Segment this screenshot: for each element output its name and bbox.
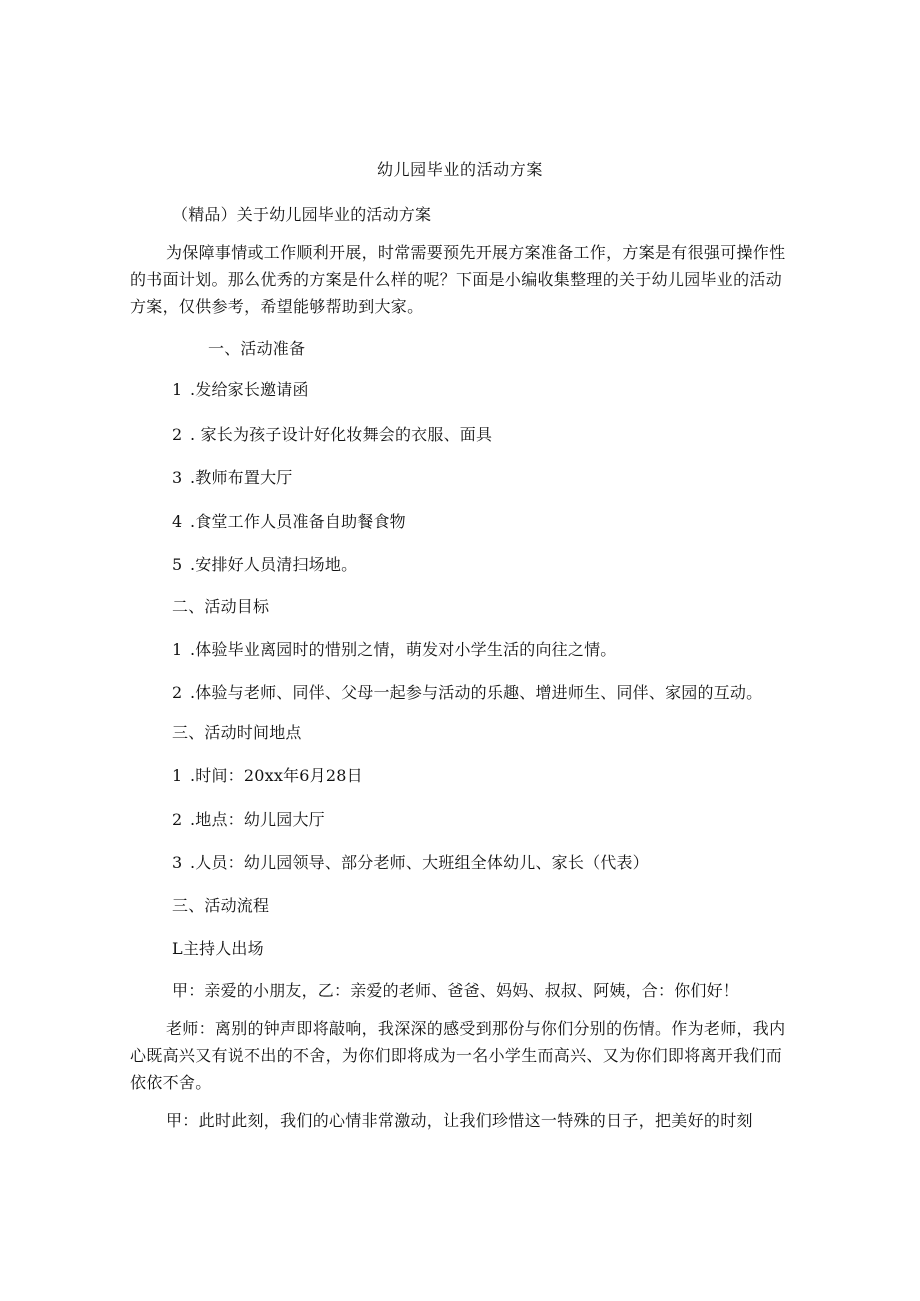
list-item: [172, 683, 762, 703]
list-item-text: .时间：20xx年6月28日: [190, 766, 363, 785]
list-item: [172, 468, 293, 488]
list-item-number: 2: [172, 683, 183, 702]
list-item: [172, 555, 357, 575]
list-item-number: 1: [172, 380, 183, 399]
list-item-number: 1: [172, 640, 183, 659]
list-item: [172, 380, 309, 400]
list-item: [172, 810, 325, 830]
list-item: [172, 512, 406, 532]
section-heading-preparation: 一、活动准备: [208, 339, 306, 358]
list-item-number: 2: [172, 425, 183, 444]
list-item-number: 1: [172, 766, 183, 785]
section-heading-time-place: 三、活动时间地点: [172, 723, 302, 742]
dialogue-paragraph-jia: 甲：此时此刻，我们的心情非常激动，让我们珍惜这一特殊的日子，把美好的时刻: [166, 1111, 753, 1130]
dialogue-paragraph-teacher: 老师：离别的钟声即将敲响，我深深的感受到那份与你们分别的伤情。作为老师，我内心既高兴又有说不出的不舍，为你们即将成为一名小学生而高兴、又为你们即将离开我们而依依不舍。: [130, 1019, 786, 1092]
document-subtitle: （精品）关于幼儿园毕业的活动方案: [172, 205, 432, 224]
list-item-text: .地点：幼儿园大厅: [190, 810, 325, 829]
document-title: 幼儿园毕业的活动方案: [376, 160, 543, 179]
list-item-number: 3: [172, 853, 183, 872]
list-item: [172, 853, 649, 873]
host-entrance-line: L主持人出场: [172, 939, 264, 958]
list-item: [172, 425, 492, 445]
list-item-text: .教师布置大厅: [190, 468, 293, 487]
list-item-text: .体验毕业离园时的惜别之情，萌发对小学生活的向往之情。: [190, 640, 617, 659]
list-item-number: 3: [172, 468, 183, 487]
dialogue-line-jia-greeting: 甲：亲爱的小朋友，乙：亲爱的老师、爸爸、妈妈、叔叔、阿姨，合：你们好！: [172, 981, 740, 1000]
list-item-text: .安排好人员清扫场地。: [190, 555, 358, 574]
list-item-text: .食堂工作人员准备自助餐食物: [190, 512, 406, 531]
list-item: [172, 766, 363, 786]
list-item-number: 5: [172, 555, 183, 574]
list-item-text: .人员：幼儿园领导、部分老师、大班组全体幼儿、家长（代表）: [190, 853, 649, 872]
section-heading-goals: 二、活动目标: [172, 597, 270, 616]
list-item-text: .体验与老师、同伴、父母一起参与活动的乐趣、增进师生、同伴、家园的互动。: [190, 683, 763, 702]
list-item-number: 2: [172, 810, 183, 829]
list-item-number: 4: [172, 512, 183, 531]
section-heading-process: 三、活动流程: [172, 896, 270, 915]
list-item-text: .发给家长邀请函: [190, 380, 309, 399]
intro-paragraph: 为保障事情或工作顺利开展，时常需要预先开展方案准备工作，方案是有很强可操作性的书面计划。那么优秀的方案是什么样的呢？下面是小编收集整理的关于幼儿园毕业的活动方案，仅供参考，希望能够帮助到大家。: [130, 243, 786, 316]
list-item: [172, 640, 617, 660]
list-item-text: . 家长为孩子设计好化妆舞会的衣服、面具: [190, 425, 493, 444]
